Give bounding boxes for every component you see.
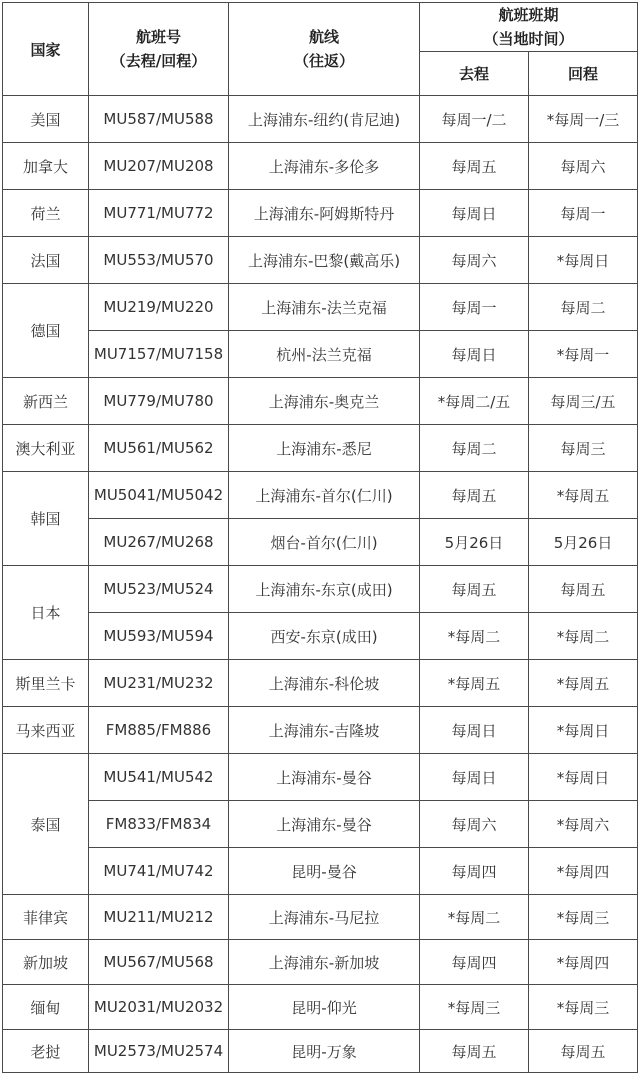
cell-return-schedule: *每周日 bbox=[529, 707, 638, 754]
header-flight-number bbox=[89, 3, 229, 96]
cell-flight-number: MU7157/MU7158 bbox=[89, 331, 229, 378]
cell-route: 上海浦东-曼谷 bbox=[229, 754, 420, 801]
table-row bbox=[3, 1030, 638, 1073]
cell-outbound-schedule: 每周日 bbox=[420, 754, 529, 801]
cell-outbound-schedule: *每周二 bbox=[420, 895, 529, 940]
cell-route: 西安-东京(成田) bbox=[229, 613, 420, 660]
cell-route: 上海浦东-曼谷 bbox=[229, 801, 420, 848]
table-row bbox=[3, 940, 638, 985]
cell-return-schedule: *每周四 bbox=[529, 848, 638, 895]
cell-return-schedule: 每周五 bbox=[529, 566, 638, 613]
cell-flight-number: MU2031/MU2032 bbox=[89, 985, 229, 1030]
cell-route: 上海浦东-悉尼 bbox=[229, 425, 420, 472]
cell-country: 加拿大 bbox=[3, 143, 89, 190]
table-row bbox=[3, 754, 638, 801]
cell-outbound-schedule: 每周二 bbox=[420, 425, 529, 472]
header-schedule-title: 航班班期 bbox=[498, 6, 559, 24]
table-row bbox=[3, 519, 638, 566]
header-flight-number-subtitle: （去程/回程） bbox=[110, 52, 207, 70]
cell-flight-number: MU2573/MU2574 bbox=[89, 1030, 229, 1073]
cell-outbound-schedule: 每周六 bbox=[420, 237, 529, 284]
cell-flight-number: FM885/FM886 bbox=[89, 707, 229, 754]
cell-flight-number: MU779/MU780 bbox=[89, 378, 229, 425]
cell-route: 上海浦东-吉隆坡 bbox=[229, 707, 420, 754]
flight-schedule-table bbox=[2, 2, 638, 1073]
cell-return-schedule: *每周二 bbox=[529, 613, 638, 660]
table-row bbox=[3, 190, 638, 237]
cell-flight-number: MU561/MU562 bbox=[89, 425, 229, 472]
cell-return-schedule: 每周五 bbox=[529, 1030, 638, 1073]
cell-route: 上海浦东-新加坡 bbox=[229, 940, 420, 985]
cell-country: 斯里兰卡 bbox=[3, 660, 89, 707]
cell-route: 上海浦东-法兰克福 bbox=[229, 284, 420, 331]
cell-outbound-schedule: *每周五 bbox=[420, 660, 529, 707]
cell-route: 昆明-曼谷 bbox=[229, 848, 420, 895]
cell-return-schedule: 每周三/五 bbox=[529, 378, 638, 425]
header-return: 回程 bbox=[529, 52, 638, 96]
cell-outbound-schedule: *每周三 bbox=[420, 985, 529, 1030]
table-row bbox=[3, 472, 638, 519]
cell-country: 新西兰 bbox=[3, 378, 89, 425]
table-row bbox=[3, 143, 638, 190]
cell-country: 泰国 bbox=[3, 754, 89, 895]
cell-flight-number: MU5041/MU5042 bbox=[89, 472, 229, 519]
cell-flight-number: MU553/MU570 bbox=[89, 237, 229, 284]
cell-country: 德国 bbox=[3, 284, 89, 378]
header-schedule bbox=[420, 3, 638, 52]
cell-route: 上海浦东-科伦坡 bbox=[229, 660, 420, 707]
cell-country: 日本 bbox=[3, 566, 89, 660]
table-row bbox=[3, 331, 638, 378]
cell-country: 马来西亚 bbox=[3, 707, 89, 754]
cell-country: 法国 bbox=[3, 237, 89, 284]
cell-return-schedule: 每周三 bbox=[529, 425, 638, 472]
cell-flight-number: MU207/MU208 bbox=[89, 143, 229, 190]
header-country: 国家 bbox=[3, 3, 89, 96]
table-row bbox=[3, 425, 638, 472]
cell-flight-number: MU567/MU568 bbox=[89, 940, 229, 985]
header-route-title: 航线 bbox=[308, 28, 339, 46]
cell-country: 菲律宾 bbox=[3, 895, 89, 940]
header-route-subtitle: （往返） bbox=[293, 52, 354, 70]
cell-return-schedule: *每周三 bbox=[529, 895, 638, 940]
cell-return-schedule: *每周一 bbox=[529, 331, 638, 378]
cell-flight-number: FM833/FM834 bbox=[89, 801, 229, 848]
cell-outbound-schedule: 每周五 bbox=[420, 1030, 529, 1073]
cell-return-schedule: 每周二 bbox=[529, 284, 638, 331]
table-row bbox=[3, 848, 638, 895]
cell-country: 荷兰 bbox=[3, 190, 89, 237]
cell-return-schedule: 5月26日 bbox=[529, 519, 638, 566]
cell-return-schedule: *每周五 bbox=[529, 472, 638, 519]
cell-route: 上海浦东-东京(成田) bbox=[229, 566, 420, 613]
cell-country: 新加坡 bbox=[3, 940, 89, 985]
cell-outbound-schedule: 每周一 bbox=[420, 284, 529, 331]
table-row bbox=[3, 985, 638, 1030]
cell-flight-number: MU523/MU524 bbox=[89, 566, 229, 613]
header-flight-number-title: 航班号 bbox=[135, 28, 181, 46]
cell-route: 上海浦东-首尔(仁川) bbox=[229, 472, 420, 519]
cell-country: 老挝 bbox=[3, 1030, 89, 1073]
cell-country: 缅甸 bbox=[3, 985, 89, 1030]
cell-route: 上海浦东-阿姆斯特丹 bbox=[229, 190, 420, 237]
table-row bbox=[3, 707, 638, 754]
table-row bbox=[3, 660, 638, 707]
header-route bbox=[229, 3, 420, 96]
cell-flight-number: MU541/MU542 bbox=[89, 754, 229, 801]
cell-flight-number: MU211/MU212 bbox=[89, 895, 229, 940]
cell-outbound-schedule: *每周二 bbox=[420, 613, 529, 660]
cell-return-schedule: *每周六 bbox=[529, 801, 638, 848]
cell-country: 韩国 bbox=[3, 472, 89, 566]
cell-outbound-schedule: 5月26日 bbox=[420, 519, 529, 566]
cell-route: 昆明-仰光 bbox=[229, 985, 420, 1030]
cell-flight-number: MU771/MU772 bbox=[89, 190, 229, 237]
cell-outbound-schedule: 每周日 bbox=[420, 190, 529, 237]
table-row bbox=[3, 566, 638, 613]
cell-outbound-schedule: 每周日 bbox=[420, 707, 529, 754]
cell-route: 上海浦东-多伦多 bbox=[229, 143, 420, 190]
cell-route: 上海浦东-奥克兰 bbox=[229, 378, 420, 425]
cell-outbound-schedule: *每周二/五 bbox=[420, 378, 529, 425]
cell-return-schedule: 每周六 bbox=[529, 143, 638, 190]
cell-route: 杭州-法兰克福 bbox=[229, 331, 420, 378]
header-schedule-subtitle: （当地时间） bbox=[483, 30, 574, 48]
cell-return-schedule: *每周五 bbox=[529, 660, 638, 707]
cell-outbound-schedule: 每周五 bbox=[420, 143, 529, 190]
cell-flight-number: MU219/MU220 bbox=[89, 284, 229, 331]
cell-return-schedule: 每周一 bbox=[529, 190, 638, 237]
table-row bbox=[3, 378, 638, 425]
cell-outbound-schedule: 每周六 bbox=[420, 801, 529, 848]
table-row bbox=[3, 895, 638, 940]
cell-country: 美国 bbox=[3, 96, 89, 143]
table-row bbox=[3, 284, 638, 331]
cell-outbound-schedule: 每周一/二 bbox=[420, 96, 529, 143]
cell-flight-number: MU593/MU594 bbox=[89, 613, 229, 660]
cell-flight-number: MU741/MU742 bbox=[89, 848, 229, 895]
table-row bbox=[3, 96, 638, 143]
cell-flight-number: MU267/MU268 bbox=[89, 519, 229, 566]
table-row bbox=[3, 613, 638, 660]
cell-route: 上海浦东-纽约(肯尼迪) bbox=[229, 96, 420, 143]
cell-route: 烟台-首尔(仁川) bbox=[229, 519, 420, 566]
cell-return-schedule: *每周一/三 bbox=[529, 96, 638, 143]
cell-outbound-schedule: 每周五 bbox=[420, 566, 529, 613]
cell-outbound-schedule: 每周四 bbox=[420, 848, 529, 895]
table-row bbox=[3, 801, 638, 848]
cell-route: 昆明-万象 bbox=[229, 1030, 420, 1073]
cell-route: 上海浦东-巴黎(戴高乐) bbox=[229, 237, 420, 284]
cell-return-schedule: *每周日 bbox=[529, 237, 638, 284]
cell-return-schedule: *每周日 bbox=[529, 754, 638, 801]
header-outbound: 去程 bbox=[420, 52, 529, 96]
cell-return-schedule: *每周三 bbox=[529, 985, 638, 1030]
table-body bbox=[3, 96, 638, 1073]
cell-outbound-schedule: 每周日 bbox=[420, 331, 529, 378]
cell-outbound-schedule: 每周五 bbox=[420, 472, 529, 519]
table-row bbox=[3, 237, 638, 284]
cell-flight-number: MU231/MU232 bbox=[89, 660, 229, 707]
cell-route: 上海浦东-马尼拉 bbox=[229, 895, 420, 940]
cell-flight-number: MU587/MU588 bbox=[89, 96, 229, 143]
cell-country: 澳大利亚 bbox=[3, 425, 89, 472]
cell-outbound-schedule: 每周四 bbox=[420, 940, 529, 985]
cell-return-schedule: *每周四 bbox=[529, 940, 638, 985]
